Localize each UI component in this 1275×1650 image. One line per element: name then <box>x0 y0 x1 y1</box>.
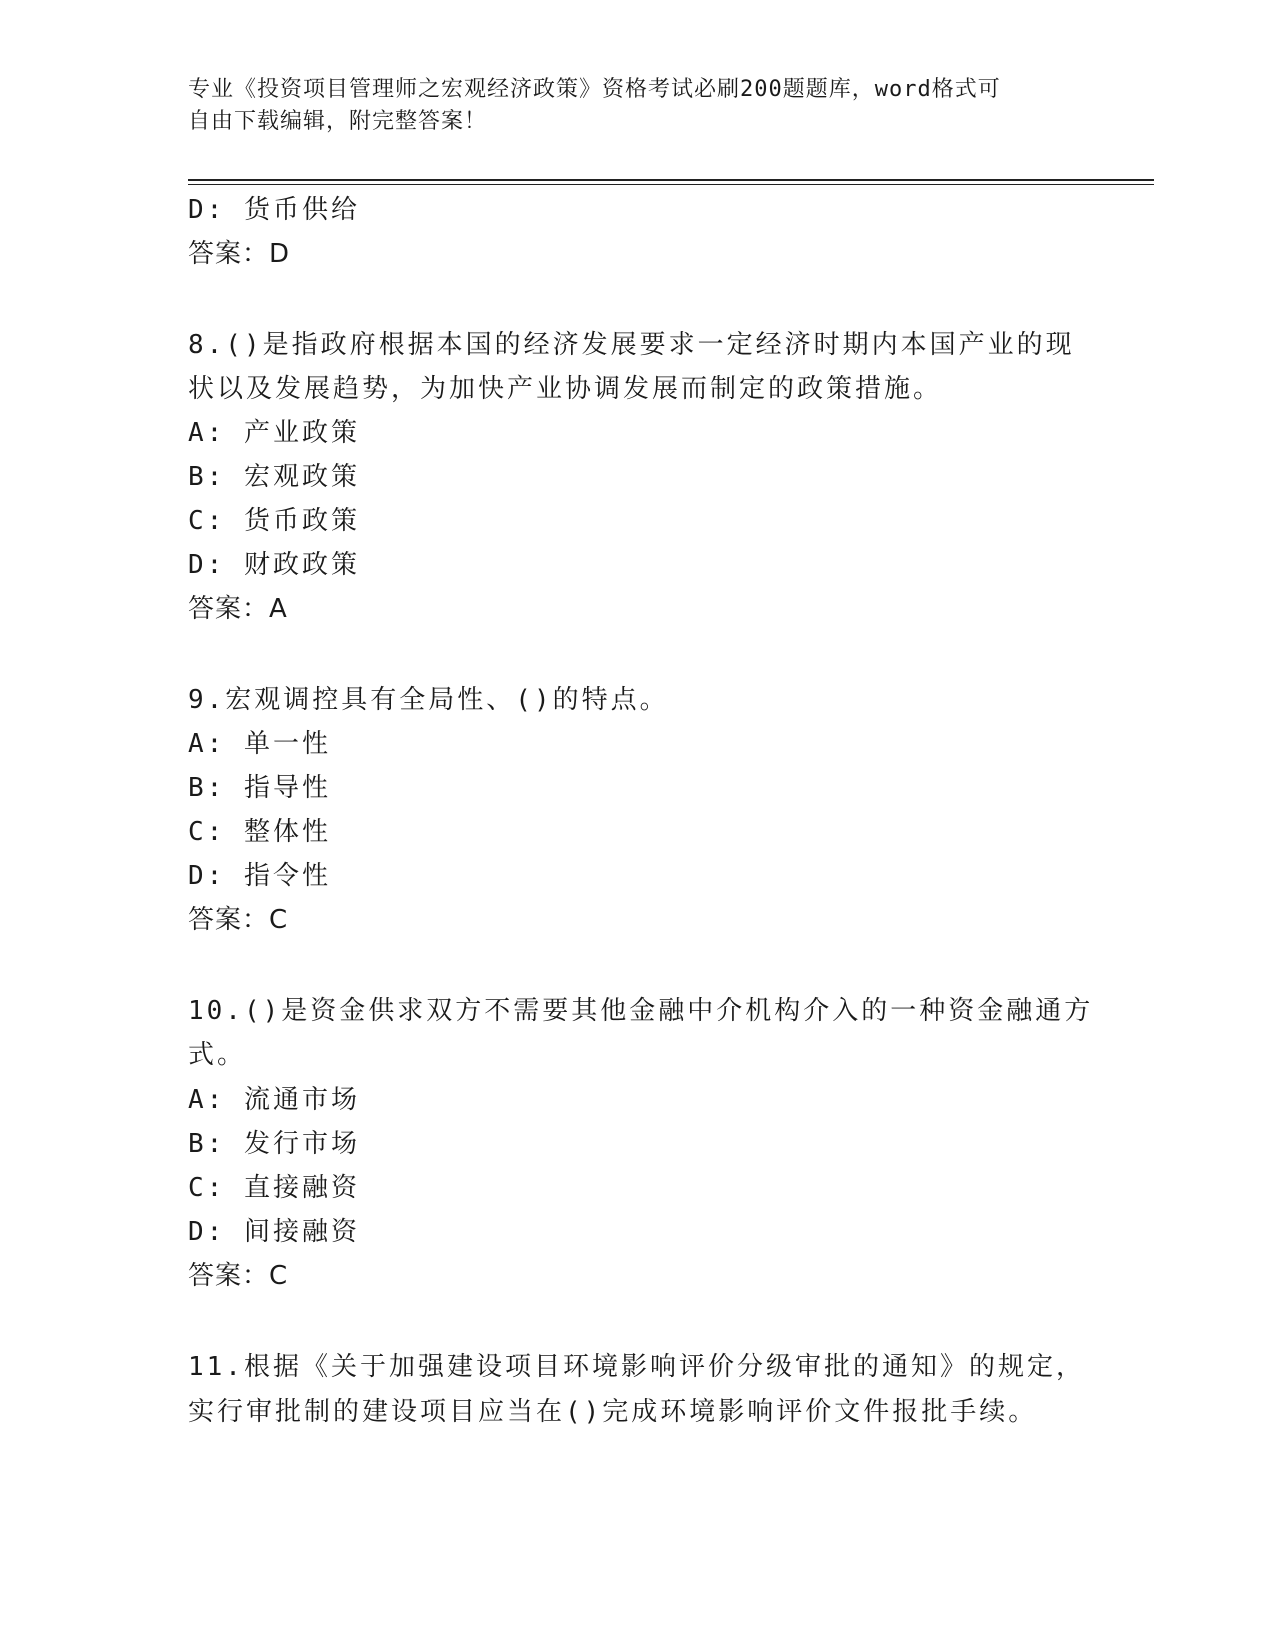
q8-stem-line-2: 状以及发展趋势，为加快产业协调发展而制定的政策措施。 <box>188 374 943 404</box>
document-header <box>188 74 1088 138</box>
q10-option-a: A: 流通市场 <box>188 1085 360 1115</box>
q8-option-a: A: 产业政策 <box>188 418 360 448</box>
q9-option-c: C: 整体性 <box>188 817 331 847</box>
q8-answer: 答案：A <box>188 594 288 624</box>
q10-answer: 答案：C <box>188 1261 289 1291</box>
q9-stem-line-1: 9.宏观调控具有全局性、()的特点。 <box>188 685 669 715</box>
q10-option-b: B: 发行市场 <box>188 1129 360 1159</box>
q11-stem-line-2: 实行审批制的建设项目应当在()完成环境影响评价文件报批手续。 <box>188 1397 1038 1427</box>
q9-option-b: B: 指导性 <box>188 773 331 803</box>
prev-option-d: D: 货币供给 <box>188 195 360 225</box>
header-divider-thin <box>188 184 1154 185</box>
q8-stem-line-1: 8.()是指政府根据本国的经济发展要求一定经济时期内本国产业的现 <box>188 330 1075 360</box>
q10-stem-line-1: 10.()是资金供求双方不需要其他金融中介机构介入的一种资金融通方 <box>188 996 1094 1026</box>
q10-option-c: C: 直接融资 <box>188 1173 360 1203</box>
q11-stem-line-1: 11.根据《关于加强建设项目环境影响评价分级审批的通知》的规定， <box>188 1352 1085 1382</box>
q9-option-a: A: 单一性 <box>188 729 331 759</box>
q8-option-b: B: 宏观政策 <box>188 462 360 492</box>
header-line-2: 自由下载编辑，附完整答案！ <box>188 109 488 134</box>
q9-option-d: D: 指令性 <box>188 861 331 891</box>
q10-option-d: D: 间接融资 <box>188 1217 360 1247</box>
q8-option-c: C: 货币政策 <box>188 506 360 536</box>
header-line-1: 专业《投资项目管理师之宏观经济政策》资格考试必刷200题题库，word格式可 <box>188 77 1001 102</box>
q9-answer: 答案：C <box>188 905 289 935</box>
q10-stem-line-2: 式。 <box>188 1040 247 1070</box>
q8-option-d: D: 财政政策 <box>188 550 360 580</box>
header-divider-thick <box>188 179 1154 181</box>
prev-answer: 答案：D <box>188 239 291 269</box>
